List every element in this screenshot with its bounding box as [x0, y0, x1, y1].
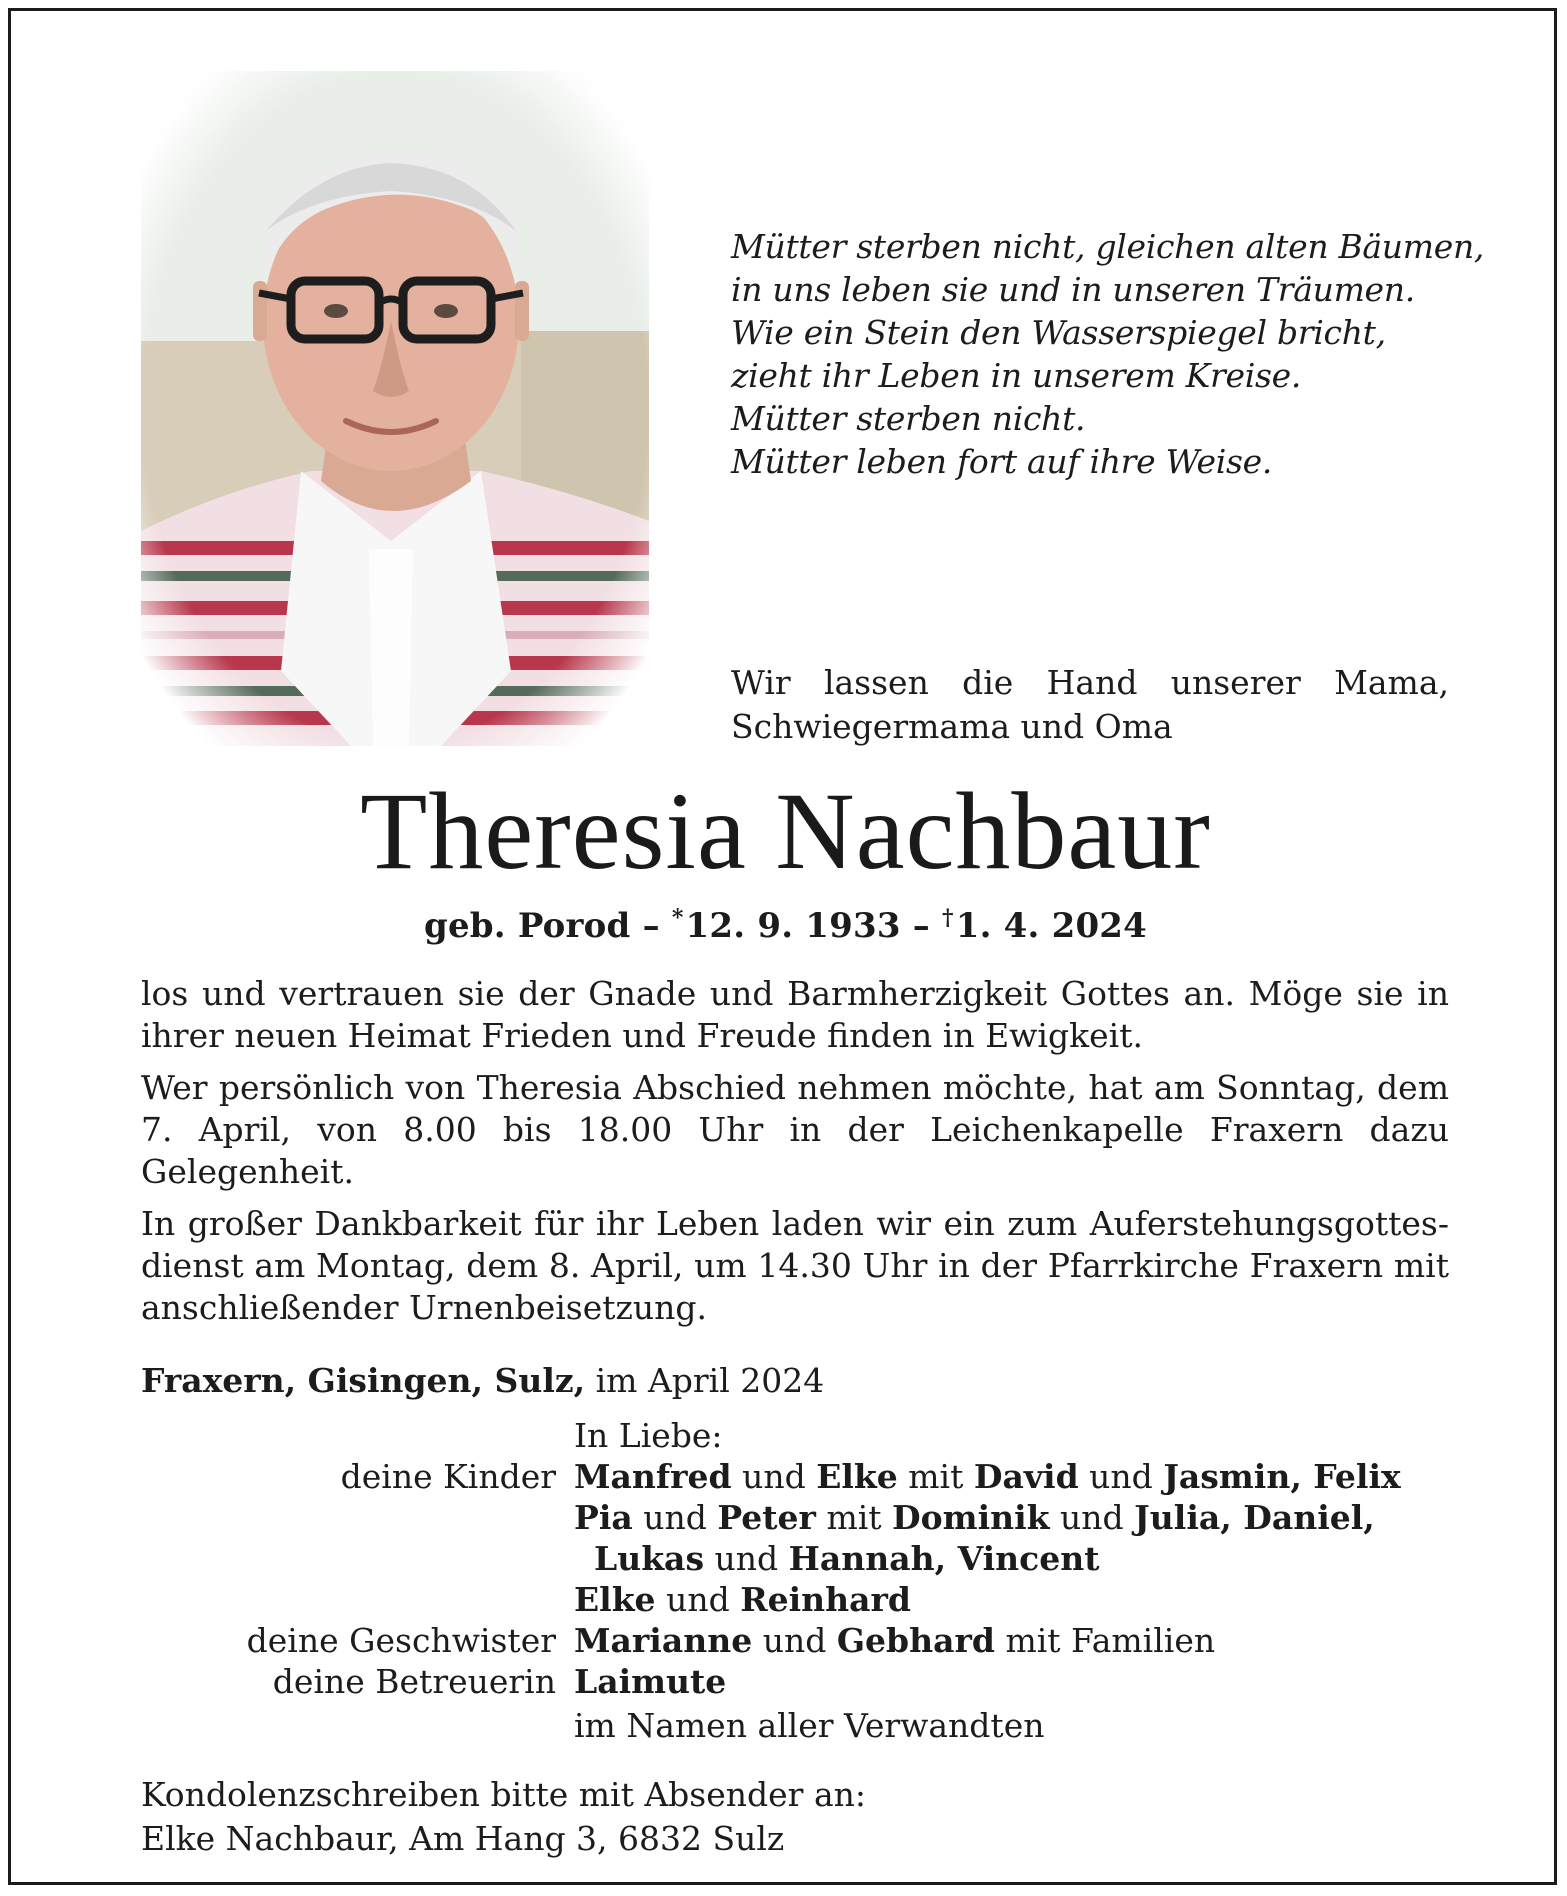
birth-date: 12. 9. 1933	[685, 906, 901, 946]
siblings-label: deine Geschwister	[246, 1621, 556, 1660]
poem-line: Mütter sterben nicht, gleichen alten Bäumen,	[731, 227, 1485, 266]
greeting-row	[11, 1414, 1560, 1458]
children-row	[11, 1496, 1560, 1540]
siblings-line: Marianne und Gebhard mit Familien	[574, 1621, 1216, 1660]
children-label: deine Kinder	[340, 1457, 556, 1496]
condolence-address	[141, 1773, 866, 1861]
children-row	[11, 1578, 1560, 1622]
life-dates	[11, 896, 1560, 948]
main-text	[141, 973, 1449, 1339]
poem-line: zieht ihr Leben in unserem Kreise.	[731, 356, 1302, 395]
intro-line: Schwiegermama und Oma	[731, 707, 1173, 746]
closing-row	[11, 1704, 1560, 1748]
intro-text	[731, 661, 1449, 749]
month-year: im April 2024	[595, 1361, 825, 1400]
poem	[731, 225, 1485, 483]
death-date: 1. 4. 2024	[955, 906, 1148, 946]
deceased-name: Theresia Nachbaur	[360, 770, 1211, 892]
paragraph: Wer persönlich von Theresia Abschied nehmen möchte, hat am Sonntag, dem 7. April, von 8.00 bis 18.00 Uhr in der Leichenkapelle Fraxern dazu Gelegenheit.	[141, 1068, 1449, 1191]
children-line: Manfred und Elke mit David und Jasmin, Felix	[574, 1457, 1401, 1496]
children-line: Pia und Peter mit Dominik und Julia, Daniel,	[574, 1498, 1375, 1537]
poem-line: Mütter leben fort auf ihre Weise.	[731, 442, 1273, 481]
obituary-notice	[8, 8, 1557, 1885]
intro-line: Wir lassen die Hand unserer Mama,	[731, 663, 1449, 702]
maiden-name: geb. Porod	[423, 906, 631, 946]
place-and-date	[141, 1359, 824, 1403]
condolence-line: Elke Nachbaur, Am Hang 3, 6832 Sulz	[141, 1819, 785, 1858]
dash-separator: –	[912, 906, 930, 946]
caregiver-label: deine Betreuerin	[272, 1662, 556, 1701]
paragraph: In großer Dankbarkeit für ihr Leben laden wir ein zum Auferstehungsgottesdienst am Montag, dem 8. April, um 14.30 Uhr in der Pfarrkirche Fraxern mit anschließender Urnenbeisetzung.	[141, 1204, 1449, 1327]
children-line: Elke und Reinhard	[574, 1580, 911, 1619]
poem-line: in uns leben sie und in unseren Träumen.	[731, 270, 1415, 309]
children-row	[11, 1537, 1560, 1581]
death-symbol: †	[942, 905, 954, 931]
greeting: In Liebe:	[574, 1416, 723, 1455]
children-line: Lukas und Hannah, Vincent	[594, 1539, 1100, 1578]
birth-symbol: *	[671, 905, 684, 931]
paragraph: los und vertrauen sie der Gnade und Barmherzigkeit Gottes an. Möge sie in ihrer neuen Heimat Frieden und Freude finden in Ewigkeit.	[141, 974, 1449, 1055]
siblings-row	[11, 1619, 1560, 1663]
caregiver-line: Laimute	[574, 1662, 727, 1701]
portrait-photo	[141, 71, 649, 746]
places: Fraxern, Gisingen, Sulz,	[141, 1361, 586, 1400]
caregiver-row	[11, 1660, 1560, 1704]
children-row	[11, 1455, 1560, 1499]
poem-line: Mütter sterben nicht.	[731, 399, 1086, 438]
condolence-line: Kondolenzschreiben bitte mit Absender an:	[141, 1775, 866, 1814]
closing-line: im Namen aller Verwandten	[574, 1706, 1045, 1745]
dash-separator: –	[642, 906, 660, 946]
poem-line: Wie ein Stein den Wasserspiegel bricht,	[731, 313, 1386, 352]
